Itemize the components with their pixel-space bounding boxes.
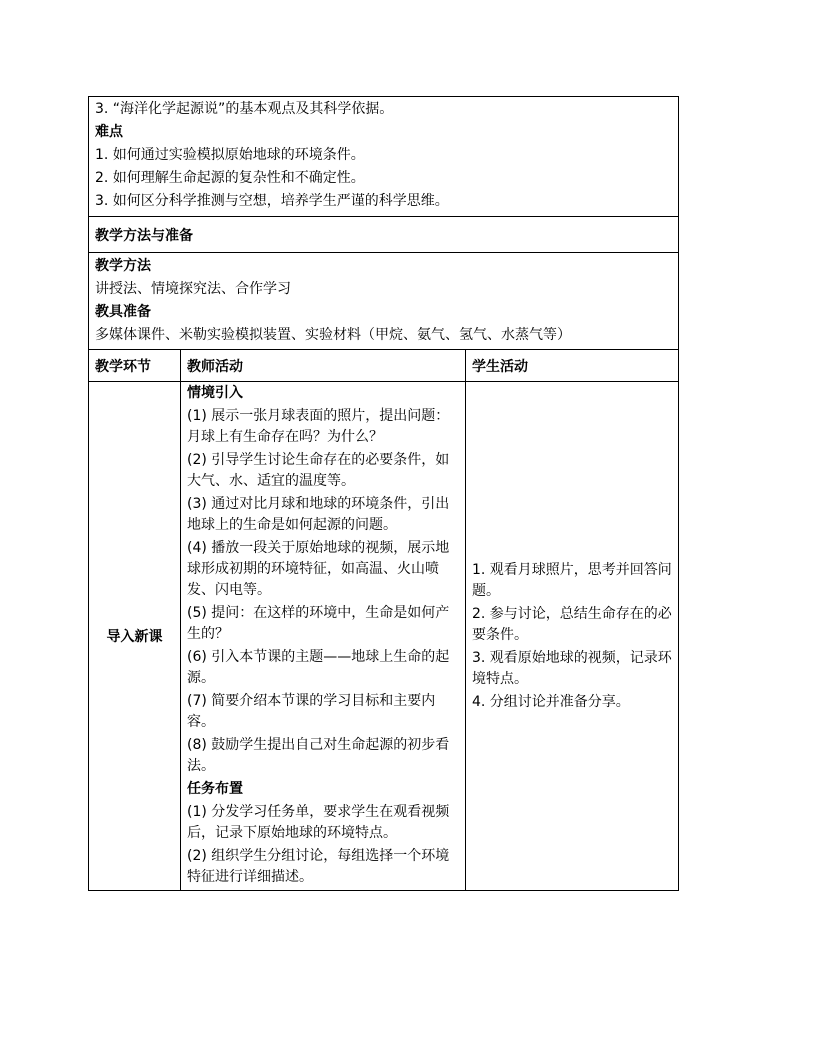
method-text: 讲授法、情境探究法、合作学习 bbox=[95, 281, 291, 297]
stage-name: 导入新课 bbox=[89, 382, 181, 891]
difficulty-cell bbox=[89, 97, 679, 217]
tools-heading: 教具准备 bbox=[95, 304, 151, 320]
table-header-row bbox=[89, 350, 679, 382]
teacher-activity-cell bbox=[181, 382, 466, 891]
student-item: 2. 参与讨论，总结生命存在的必要条件。 bbox=[472, 605, 672, 643]
task-item: (1) 分发学习任务单，要求学生在观看视频后，记录下原始地球的环境特点。 bbox=[187, 804, 450, 841]
stage-row bbox=[89, 382, 679, 891]
methods-row bbox=[89, 253, 679, 350]
student-activity-cell bbox=[466, 382, 679, 891]
difficulty-item: 2. 如何理解生命起源的复杂性和不确定性。 bbox=[95, 170, 365, 186]
teacher-item: (3) 通过对比月球和地球的环境条件，引出地球上的生命是如何起源的问题。 bbox=[187, 496, 450, 533]
teacher-item: (4) 播放一段关于原始地球的视频，展示地球形成初期的环境特征，如高温、火山喷发、闪电等。 bbox=[187, 540, 450, 598]
header-student: 学生活动 bbox=[466, 350, 679, 382]
methods-title-row bbox=[89, 217, 679, 253]
lesson-plan-table bbox=[88, 96, 679, 891]
methods-cell bbox=[89, 253, 679, 350]
methods-section-title: 教学方法与准备 bbox=[89, 217, 679, 253]
tools-text: 多媒体课件、米勒实验模拟装置、实验材料（甲烷、氨气、氢气、水蒸气等） bbox=[95, 327, 571, 343]
task-heading: 任务布置 bbox=[187, 781, 243, 797]
method-heading: 教学方法 bbox=[95, 258, 151, 274]
difficulty-item: 3. 如何区分科学推测与空想，培养学生严谨的科学思维。 bbox=[95, 193, 449, 209]
teacher-item: (8) 鼓励学生提出自己对生命起源的初步看法。 bbox=[187, 737, 450, 774]
teacher-item: (5) 提问：在这样的环境中，生命是如何产生的？ bbox=[187, 605, 450, 642]
difficulty-row bbox=[89, 97, 679, 217]
student-item: 3. 观看原始地球的视频，记录环境特点。 bbox=[472, 649, 672, 687]
task-item: (2) 组织学生分组讨论，每组选择一个环境特征进行详细描述。 bbox=[187, 848, 450, 885]
student-item: 4. 分组讨论并准备分享。 bbox=[472, 693, 630, 710]
key-point-3: 3. “海洋化学起源说”的基本观点及其科学依据。 bbox=[95, 101, 394, 117]
teacher-item: (2) 引导学生讨论生命存在的必要条件，如大气、水、适宜的温度等。 bbox=[187, 452, 450, 489]
header-teacher: 教师活动 bbox=[181, 350, 466, 382]
student-item: 1. 观看月球照片，思考并回答问题。 bbox=[472, 561, 672, 599]
difficulty-heading: 难点 bbox=[95, 124, 123, 140]
teacher-item: (1) 展示一张月球表面的照片，提出问题：月球上有生命存在吗？为什么？ bbox=[187, 408, 450, 445]
difficulty-item: 1. 如何通过实验模拟原始地球的环境条件。 bbox=[95, 147, 365, 163]
teacher-item: (6) 引入本节课的主题——地球上生命的起源。 bbox=[187, 649, 450, 686]
situation-heading: 情境引入 bbox=[187, 385, 243, 401]
header-stage: 教学环节 bbox=[89, 350, 181, 382]
teacher-item: (7) 简要介绍本节课的学习目标和主要内容。 bbox=[187, 693, 436, 730]
